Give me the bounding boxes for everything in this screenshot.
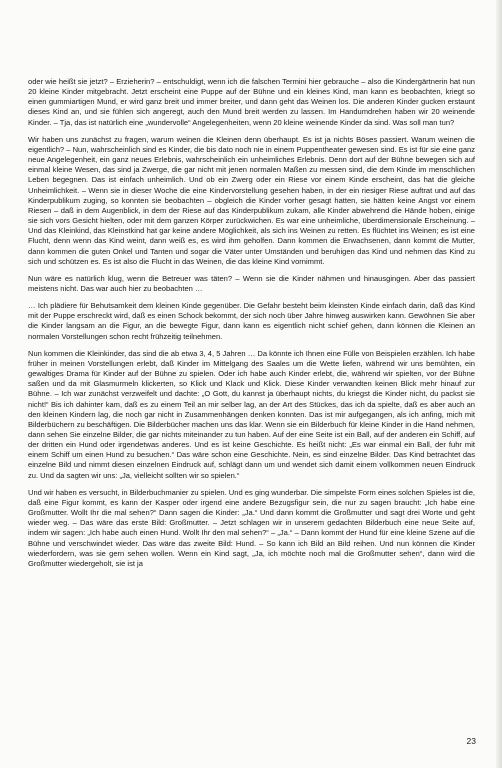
- paragraph-2: Wir haben uns zunächst zu fragen, warum weinen die Kleinen denn überhaupt. Es ist ja nichts Böses passiert. Warum weinen die eigentlich? – Nun, wahrscheinlich sind es Kinder, die bis dato noch nie in einem Puppentheater gewesen sind. Es ist für sie eine ganz neue Angelegenheit, ein ganz neues Erlebnis, wahrscheinlich ein unheimliches Erlebnis. Denn dort auf der Bühne bewegen sich auf einmal kleine Wesen, das sind ja Zwerge, die gar nicht mit jenen normalen Maßen zu messen sind, die dem Kinde im menschlichen Leben begegnen. Das ist einfach unheimlich. Und ob ein Zwerg oder ein Riese vor einem Kinde erscheint, das hat die gleiche Unheimlichkeit. – Wenn sie in dieser Woche die eine Kindervorstellung gesehen haben, in der ein riesiger Riese auftrat und auf das Kinderpublikum zuging, so konnten sie beobachten – obgleich die Kinder vorher gesagt hatten, sie hätten keine Angst vor einem Riesen – daß in dem Augenblick, in dem der Riese auf das Kinderpublikum zukam, alle Kinder abwehrend die Hände hoben, einige sie sich vors Gesicht hielten, oder mit dem ganzen Körper zurückwichen. Es war eine unheimliche, überdimensionale Erscheinung. – Und das Kleinkind, das Kleinstkind hat gar keine andere Möglichkeit, als sich ins Weinen zu retten. Es flüchtet ins Weinen; es ist eine Flucht, denn wenn das Kind weint, dann weiß es, es wird ihm geholfen. Dann kommen die Erwachsenen, dann kommt die Mutter, dann kommen die guten Onkel und Tanten und sogar die Väter unter Umständen und beruhigen das Kind und nehmen das Kind zu sich und schützen es. Es ist also die Flucht in das Weinen, die das kleine Kind vornimmt.: [28, 134, 475, 266]
- paragraph-3: Nun wäre es natürlich klug, wenn die Betreuer was täten? – Wenn sie die Kinder nähmen und hinausgingen. Aber das passiert meistens nicht. Das war auch hier zu beobachten …: [28, 273, 475, 293]
- page-edge-shadow: [496, 0, 502, 768]
- paragraph-5: Nun kommen die Kleinkinder, das sind die ab etwa 3, 4, 5 Jahren … Da könnte ich Ihnen eine Fülle von Beispielen erzählen. Ich habe früher in meinen Vorstellungen erlebt, daß Kinder im Mittelgang des Saales um die Wette liefen, während wir uns bemühten, ein gewaltiges Drama für Kinder auf der Bühne zu spielen. Oder ich habe auch Kinder erlebt, die, während wir spielten, vor der Bühne saßen und da mit Glasmurmeln klickerten, so Klick und Klack und Klick. Diese Kinder verwandten keinen Blick mehr hinauf zur Bühne. – Ich war zunächst verzweifelt und dachte: „O Gott, du kannst ja überhaupt nichts, du kriegst die Kinder nicht, du packst sie nicht!“ Bis ich dahinter kam, daß es zu einem Teil an mir selber lag, an der Art des Stückes, das ich da spielte, daß es aber auch an den kleinen Kindern lag, die noch gar nicht in Zusammenhängen denken konnten. Das ist mir aufgegangen, als ich anfing, mich mit Bilderbüchern zu beschäftigen. Die Bilderbücher machen uns das klar. Wenn sie ein Bilderbuch für kleine Kinder in die Hand nehmen, dann sehen Sie einzelne Bilder, die gar nichts miteinander zu tun haben. Auf der eine Seite ist ein Ball, auf der anderen ein Schiff, auf der dritten ein Hund oder irgendetwas anderes. Und es ist keine Geschichte. Es heißt nicht: „Es war einmal ein Ball, der fuhr mit einem Schiff um einen Hund zu besuchen.“ Das wäre schon eine Geschichte. Nein, es sind einzelne Bilder. Das Kind betrachtet das einzelne Bild und nimmt diesen einzelnen Eindruck auf, schlägt dann um und wendet sich damit einem vollkommen neuen Eindruck zu. Und da sagten wir uns: „Ja, vielleicht sollten wir so spielen.“: [28, 348, 475, 480]
- paragraph-4: … Ich plädiere für Behutsamkeit dem kleinen Kinde gegenüber. Die Gefahr besteht beim kleinsten Kinde einfach darin, daß das Kind mit der Puppe erschreckt wird, daß es einen Schock bekommt, der sich noch über Jahre hinweg auswirken kann. Gewöhnen Sie aber die Kinder langsam an die Figur, an die bewegte Figur, dann kann es eigentlich nicht schief gehen, dann können die Kleinen an normalen Vorstellungen schon recht frühzeitig teilnehmen.: [28, 301, 475, 341]
- page-number: 23: [466, 736, 476, 746]
- text-body: [28, 77, 475, 576]
- paragraph-6: Und wir haben es versucht, in Bilderbuchmanier zu spielen. Und es ging wunderbar. Die simpelste Form eines solchen Spieles ist die, daß eine Figur kommt, es kann der Kasper oder irgend eine andere Bezugsfigur sein, die nur zu sagen braucht: „Ich habe eine Großmutter. Wollt Ihr die mal sehen?“ Dann sagen die Kinder: „Ja.“ Und dann kommt die Großmutter und sagt drei Worte und geht wieder weg. – Das wäre das erste Bild: Großmutter. – Jetzt schlagen wir in unserem gedachten Bilderbuch eine neue Seite auf, indem wir sagen: „Ich habe auch einen Hund. Wollt Ihr den mal sehen?“ – „Ja.“ – Dann kommt der Hund für eine kleine Szene auf die Bühne und verschwindet wieder. Das wäre das zweite Bild: Hund. – So kann ich Bild an Bild reihen. Und nun können die Kinder wiederfordern, was sie gern sehen wollen. Wenn ein Kind sagt, „Ja, ich möchte noch mal die Großmutter sehen“, dann wird die Großmutter wiedergeholt, sie ist ja: [28, 487, 475, 568]
- paragraph-1: oder wie heißt sie jetzt? – Erzieherin? – entschuldigt, wenn ich die falschen Termini hier gebrauche – also die Kindergärtnerin hat nun 20 kleine Kinder mitgebracht. Jetzt erscheint eine Puppe auf der Bühne und ein kleines Kind, man kann es beobachten, kriegt so einen gummiartigen Mund, er wird ganz breit und immer breiter, und dann geht das Weinen los. Die anderen Kinder gucken erstaunt dieses Kind an, und sie fühlen sich angeregt, auch den Mund breit werden zu lassen. Im Handumdrehen haben wir 20 weinende Kinder. – Tja, das ist natürlich eine „wundervolle“ Angelegenheiten, wenn 20 kleine weinende Kinder da sind. Was soll man tun?: [28, 77, 475, 127]
